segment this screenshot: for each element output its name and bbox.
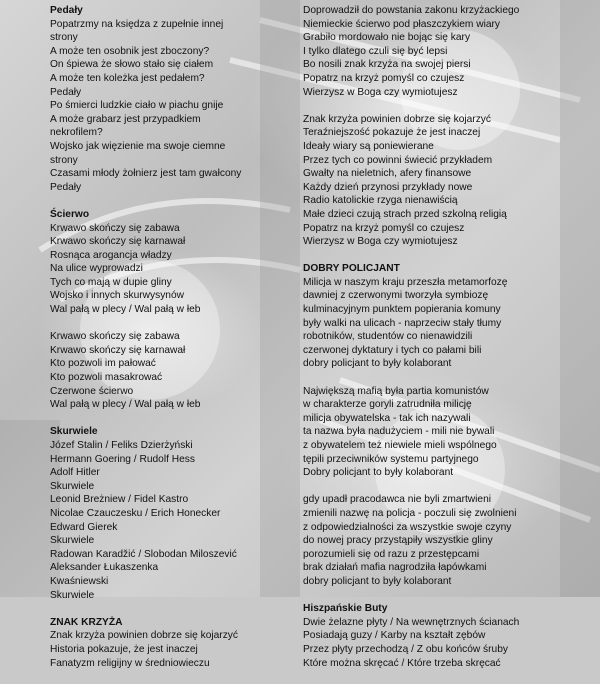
lyric-line: Czerwone ścierwo bbox=[50, 385, 134, 397]
song-block bbox=[303, 602, 565, 670]
song-title: Hiszpańskie Buty bbox=[303, 603, 388, 615]
lyric-line: Czasami młody żołnierz jest tam gwałcony bbox=[50, 168, 242, 180]
song-block bbox=[50, 425, 300, 602]
lyric-line: Przez płyty przechodzą / Z obu końców śruby bbox=[303, 643, 508, 655]
lyric-line: w charakterze goryli zatrudniła milicję bbox=[303, 399, 472, 411]
lyric-line: Małe dzieci czują strach przed szkolną religią bbox=[303, 208, 507, 220]
lyric-line: Posiadają guzy / Karby na kształt zębów bbox=[303, 630, 486, 642]
stanza-gap bbox=[303, 371, 565, 385]
lyric-line: Edward Gierek bbox=[50, 521, 118, 533]
lyric-line: Wal pałą w plecy / Wal pałą w łeb bbox=[50, 399, 201, 411]
lyric-line: z obywatelem też niewiele mieli wspólnego bbox=[303, 440, 497, 451]
lyric-line: Teraźniejszość pokazuje że jest inaczej bbox=[303, 127, 481, 139]
lyric-line: Znak krzyża powinien dobrze się kojarzyć bbox=[50, 630, 238, 642]
lyric-line: Krwawo skończy się zabawa bbox=[50, 222, 180, 234]
lyric-line: Leonid Breżniew / Fidel Kastro bbox=[50, 494, 189, 506]
lyric-line: Każdy dzień przynosi przykłady nowe bbox=[303, 181, 473, 193]
lyric-line: Popatrz na krzyż pomyśl co czujesz bbox=[303, 72, 465, 84]
lyric-line: Pedały bbox=[50, 181, 82, 193]
lyric-line: Przez tych co powinni świecić przykładem bbox=[303, 154, 493, 166]
song-block bbox=[303, 262, 565, 588]
lyric-line: gdy upadł pracodawca nie byli zmartwieni bbox=[303, 494, 492, 506]
stanza-gap bbox=[50, 317, 300, 331]
song-title: Pedały bbox=[50, 5, 83, 16]
left-lyrics-column bbox=[50, 4, 300, 684]
lyric-line: A może ten koleżka jest pedałem? bbox=[50, 72, 205, 84]
song-title: ZNAK KRZYŻA bbox=[50, 616, 123, 628]
lyric-line: Radowan Karadžić / Slobodan Miloszević bbox=[50, 548, 237, 560]
lyric-line: Znak krzyża powinien dobrze się kojarzyć bbox=[303, 113, 491, 125]
lyric-line: czerwonej dyktatury i tych co pałami bili bbox=[303, 344, 482, 356]
lyric-line: Kto pozwoli masakrować bbox=[50, 372, 163, 384]
lyric-line: Hermann Goering / Rudolf Hess bbox=[50, 453, 195, 465]
lyric-line: robotników, studentów co nienawidzili bbox=[303, 331, 473, 343]
lyric-line: Wojsko jak więzienie ma swoje ciemne bbox=[50, 140, 226, 152]
lyric-line: Doprowadził do powstania zakonu krzyżackiego bbox=[303, 5, 520, 16]
lyric-line: Krwawo skończy się karnawał bbox=[50, 236, 186, 248]
lyric-line: z odpowiedzialności za wszystkie swoje czyny bbox=[303, 521, 512, 533]
lyric-line: I tylko dlatego czuli się być lepsi bbox=[303, 45, 448, 57]
song-title: DOBRY POLICJANT bbox=[303, 263, 400, 275]
lyric-line: Wierzysz w Boga czy wymiotujesz bbox=[303, 86, 458, 98]
right-lyrics-column bbox=[303, 4, 565, 684]
lyric-line: brak działań mafia nagrodziła łapówkami bbox=[303, 562, 487, 574]
lyric-line: Popatrzmy na księdza z zupełnie innej bbox=[50, 18, 224, 30]
lyric-line: nekrofilem? bbox=[50, 127, 103, 139]
lyric-line: Po śmierci ludzkie ciało w piachu gnije bbox=[50, 100, 224, 112]
lyric-line: Pedały bbox=[50, 86, 82, 98]
lyric-line: Dobry policjant to były kolaborant bbox=[303, 467, 454, 479]
lyric-line: Milicja w naszym kraju przeszła metamorfozę bbox=[303, 276, 508, 288]
lyric-line: Popatrz na krzyż pomyśl co czujesz bbox=[303, 222, 465, 234]
lyric-line: Tych co mają w dupie gliny bbox=[50, 276, 172, 288]
lyric-line: Dwie żelazne płyty / Na wewnętrznych ścianach bbox=[303, 616, 520, 628]
lyric-line: były walki na ulicach - naprzeciw stały tłumy bbox=[303, 317, 502, 329]
lyric-line: A może grabarz jest przypadkiem bbox=[50, 113, 201, 125]
lyric-line: Józef Stalin / Feliks Dzierżyński bbox=[50, 440, 193, 451]
lyric-line: Ideały wiary są poniewierane bbox=[303, 140, 434, 152]
lyric-line: Nicolae Czauczesku / Erich Honecker bbox=[50, 507, 221, 519]
lyric-line: do nowej pracy przystąpiły wszystkie gliny bbox=[303, 535, 493, 547]
lyric-line: strony bbox=[50, 154, 78, 166]
lyric-line: Krwawo skończy się zabawa bbox=[50, 331, 180, 343]
lyric-line: ta nazwa była nadużyciem - mili nie bywali bbox=[303, 426, 495, 438]
lyric-line: On śpiewa że słowo stało się ciałem bbox=[50, 59, 214, 71]
lyric-line: Największą mafią była partia komunistów bbox=[303, 385, 489, 397]
lyric-line: Skurwiele bbox=[50, 535, 95, 547]
stanza-gap bbox=[303, 99, 565, 113]
lyric-line: Kto pozwoli im pałować bbox=[50, 358, 156, 370]
lyric-line: Które można skręcać / Które trzeba skręcać bbox=[303, 657, 501, 669]
lyric-line: Bo nosili znak krzyża na swojej piersi bbox=[303, 59, 471, 71]
lyric-line: milicja obywatelska - tak ich nazywali bbox=[303, 412, 471, 424]
song-block bbox=[50, 4, 300, 194]
lyric-line: Na ulice wyprowadzi bbox=[50, 263, 143, 275]
lyric-line: zmienili nazwę na policja - poczuli się zwolnieni bbox=[303, 507, 517, 519]
song-block bbox=[50, 616, 300, 670]
lyric-line: kulminacyjnym punktem popierania komuny bbox=[303, 304, 501, 316]
lyric-line: strony bbox=[50, 32, 78, 44]
lyric-line: Skurwiele bbox=[50, 480, 95, 492]
lyric-line: Fanatyzm religijny w średniowieczu bbox=[50, 657, 210, 669]
lyric-line: Radio katolickie rzyga nienawiścią bbox=[303, 195, 458, 207]
lyric-line: porozumieli się od razu z przestępcami bbox=[303, 548, 480, 560]
lyric-line: Historia pokazuje, że jest inaczej bbox=[50, 643, 198, 655]
lyric-line: Krwawo skończy się karnawał bbox=[50, 344, 186, 356]
lyric-line: Aleksander Łukaszenka bbox=[50, 562, 159, 574]
song-block bbox=[303, 4, 565, 249]
lyric-line: tępili przeciwników systemu partyjnego bbox=[303, 453, 479, 465]
lyric-line: Wal pałą w plecy / Wal pałą w łeb bbox=[50, 304, 201, 316]
lyric-line: dobry policjant to były kolaborant bbox=[303, 358, 452, 370]
lyric-line: Adolf Hitler bbox=[50, 467, 100, 479]
lyric-line: dobry policjant to były kolaborant bbox=[303, 575, 452, 587]
lyric-line: Rosnąca arogancja władzy bbox=[50, 249, 172, 261]
lyric-line: Skurwiele bbox=[50, 589, 95, 601]
lyric-line: Grabiło mordowało nie bojąc się kary bbox=[303, 32, 471, 44]
lyric-line: Gwałty na nieletnich, afery finansowe bbox=[303, 168, 472, 180]
lyric-line: Wierzysz w Boga czy wymiotujesz bbox=[303, 236, 458, 248]
lyric-line: Niemieckie ścierwo pod płaszczykiem wiary bbox=[303, 18, 501, 30]
lyric-line: Wojsko i innych skurwysynów bbox=[50, 290, 184, 302]
song-block bbox=[50, 208, 300, 412]
stanza-gap bbox=[303, 480, 565, 494]
lyric-line: dawniej z czerwonymi tworzyła symbiozę bbox=[303, 290, 489, 302]
lyric-line: Kwaśniewski bbox=[50, 575, 109, 587]
song-title: Skurwiele bbox=[50, 426, 98, 438]
lyric-line: A może ten osobnik jest zboczony? bbox=[50, 45, 210, 57]
song-title: Ścierwo bbox=[50, 208, 90, 220]
